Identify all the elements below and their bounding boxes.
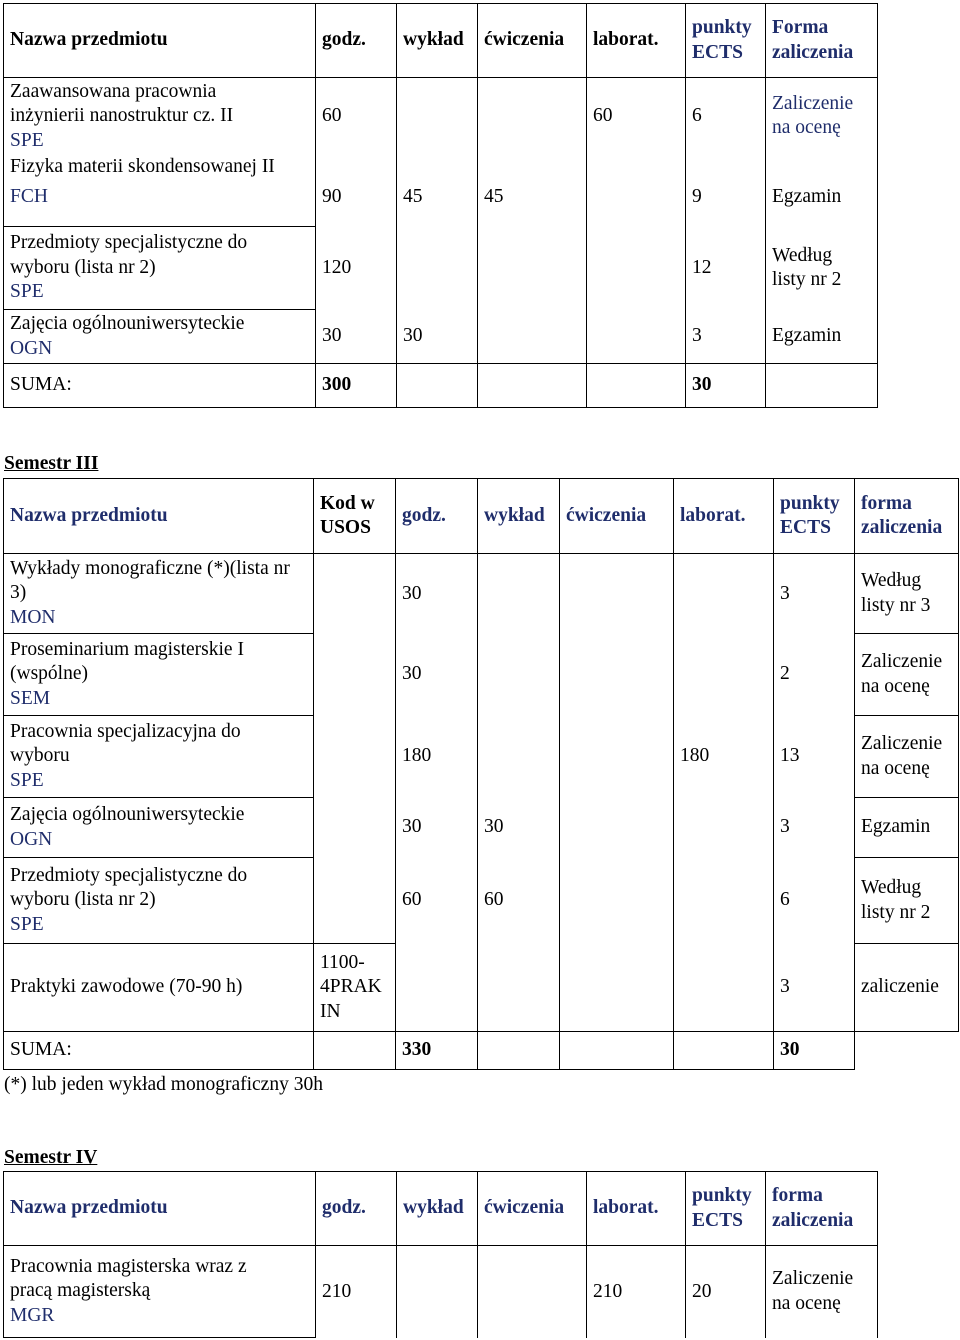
header-exercises: ćwiczenia (560, 479, 674, 554)
cell-ects: 20 (686, 1246, 766, 1338)
table-header-row (4, 1172, 878, 1246)
cell-ects: 2 (774, 634, 855, 716)
course-name: Przedmioty specjalistyczne do wyboru (lista nr 2) SPE (4, 858, 314, 944)
cell-exercises (478, 310, 587, 364)
cell-lab: 180 (674, 716, 774, 798)
header-lecture: wykład (397, 4, 478, 78)
semester-4-table (3, 1171, 878, 1338)
cell-usos-code (314, 798, 396, 858)
header-name: Nazwa przedmiotu (4, 1172, 316, 1246)
course-name: Zaawansowana pracownia inżynierii nanostruktur cz. II SPE (4, 78, 316, 155)
header-exercises: ćwiczenia (478, 1172, 587, 1246)
table-row (4, 944, 959, 1032)
cell-hours: 30 (316, 310, 397, 364)
cell-hours: 30 (396, 798, 478, 858)
table-row (4, 310, 878, 364)
header-form: forma zaliczenia (855, 479, 959, 554)
cell-lab (587, 155, 686, 227)
header-name: Nazwa przedmiotu (4, 479, 314, 554)
sum-label: SUMA: (4, 364, 316, 408)
sum-ects: 30 (774, 1032, 855, 1070)
table-header-row (4, 479, 959, 554)
sum-label: SUMA: (4, 1032, 314, 1070)
cell-form: zaliczenie (855, 944, 959, 1032)
table-row (4, 155, 878, 227)
course-code: OGN (10, 337, 53, 359)
cell-lecture: 45 (397, 155, 478, 227)
header-ects: punkty ECTS (686, 1172, 766, 1246)
cell-form: Według listy nr 2 (766, 227, 878, 310)
sum-row (4, 1032, 959, 1070)
cell-ects: 12 (686, 227, 766, 310)
cell-hours: 60 (316, 78, 397, 155)
cell-hours: 30 (396, 634, 478, 716)
table-row (4, 78, 878, 155)
course-code: SPE (10, 913, 44, 935)
semester-2-table (3, 3, 878, 408)
header-lab: laborat. (587, 4, 686, 78)
table-header-row (4, 4, 878, 78)
table-row (4, 716, 959, 798)
cell-usos-code (314, 716, 396, 798)
header-hours: godz. (396, 479, 478, 554)
header-exercises: ćwiczenia (478, 4, 587, 78)
cell-hours: 120 (316, 227, 397, 310)
cell-ects: 6 (774, 858, 855, 944)
semester-3-title: Semestr III (4, 453, 99, 474)
course-name: Proseminarium magisterskie I (wspólne) SEM (4, 634, 314, 716)
header-name: Nazwa przedmiotu (4, 4, 316, 78)
course-code: MGR (10, 1304, 55, 1326)
sum-hours: 330 (396, 1032, 478, 1070)
cell-form: Egzamin (766, 155, 878, 227)
cell-form: Według listy nr 3 (855, 554, 959, 634)
header-hours: godz. (316, 1172, 397, 1246)
cell-hours: 30 (396, 554, 478, 634)
cell-lecture: 60 (478, 858, 560, 944)
cell-form: Egzamin (766, 310, 878, 364)
course-name: Wykłady monograficzne (*)(lista nr 3) MON (4, 554, 314, 634)
course-name: Fizyka materii skondensowanej II FCH (4, 155, 316, 227)
course-code: OGN (10, 828, 53, 850)
cell-usos-code (314, 858, 396, 944)
cell-hours: 90 (316, 155, 397, 227)
cell-form: Według listy nr 2 (855, 858, 959, 944)
cell-exercises (478, 78, 587, 155)
cell-form: Egzamin (855, 798, 959, 858)
cell-hours: 60 (396, 858, 478, 944)
table-row (4, 634, 959, 716)
header-lecture: wykład (397, 1172, 478, 1246)
cell-form: Zaliczenie na ocenę (766, 1246, 878, 1338)
header-usos-code: Kod w USOS (314, 479, 396, 554)
sum-ects: 30 (686, 364, 766, 408)
table-row (4, 858, 959, 944)
course-name: Pracownia specjalizacyjna do wyboru SPE (4, 716, 314, 798)
cell-hours: 180 (396, 716, 478, 798)
course-name: Pracownia magisterska wraz z pracą magisterską MGR (4, 1246, 316, 1338)
cell-form: Zaliczenie na ocenę (855, 716, 959, 798)
table-row (4, 798, 959, 858)
cell-ects: 3 (774, 798, 855, 858)
cell-ects: 3 (686, 310, 766, 364)
cell-lab: 210 (587, 1246, 686, 1338)
course-name: Przedmioty specjalistyczne do wyboru (lista nr 2) SPE (4, 227, 316, 310)
course-code: SEM (10, 687, 51, 709)
cell-lecture: 30 (397, 310, 478, 364)
semester-3-table (3, 478, 959, 1070)
footnote: (*) lub jeden wykład monograficzny 30h (4, 1074, 323, 1095)
header-lab: laborat. (674, 479, 774, 554)
cell-lecture: 30 (478, 798, 560, 858)
table-row (4, 1246, 878, 1338)
table-row (4, 554, 959, 634)
header-ects: punkty ECTS (686, 4, 766, 78)
cell-exercises: 45 (478, 155, 587, 227)
cell-hours: 210 (316, 1246, 397, 1338)
cell-usos-code: 1100- 4PRAK IN (314, 944, 396, 1032)
cell-lab (587, 227, 686, 310)
table-row (4, 227, 878, 310)
semester-4-title: Semestr IV (4, 1147, 98, 1168)
course-code: FCH (10, 186, 48, 207)
cell-ects: 13 (774, 716, 855, 798)
cell-exercises (478, 227, 587, 310)
cell-ects: 6 (686, 78, 766, 155)
cell-lecture (397, 227, 478, 310)
course-code: SPE (10, 129, 44, 151)
course-code: SPE (10, 281, 44, 303)
header-form: Forma zaliczenia (766, 4, 878, 78)
cell-form: Zaliczenie na ocenę (766, 78, 878, 155)
header-lecture: wykład (478, 479, 560, 554)
cell-lab: 60 (587, 78, 686, 155)
header-form: forma zaliczenia (766, 1172, 878, 1246)
cell-usos-code (314, 634, 396, 716)
course-name: Praktyki zawodowe (70-90 h) (4, 944, 314, 1032)
course-name: Zajęcia ogólnouniwersyteckie OGN (4, 798, 314, 858)
sum-hours: 300 (316, 364, 397, 408)
cell-ects: 3 (774, 554, 855, 634)
course-name: Zajęcia ogólnouniwersyteckie OGN (4, 310, 316, 364)
course-code: SPE (10, 769, 44, 791)
cell-ects: 9 (686, 155, 766, 227)
header-hours: godz. (316, 4, 397, 78)
cell-usos-code (314, 554, 396, 634)
sum-row (4, 364, 878, 408)
cell-ects: 3 (774, 944, 855, 1032)
cell-lecture (397, 78, 478, 155)
header-ects: punkty ECTS (774, 479, 855, 554)
course-code: MON (10, 606, 56, 628)
cell-lab (587, 310, 686, 364)
cell-form: Zaliczenie na ocenę (855, 634, 959, 716)
header-lab: laborat. (587, 1172, 686, 1246)
